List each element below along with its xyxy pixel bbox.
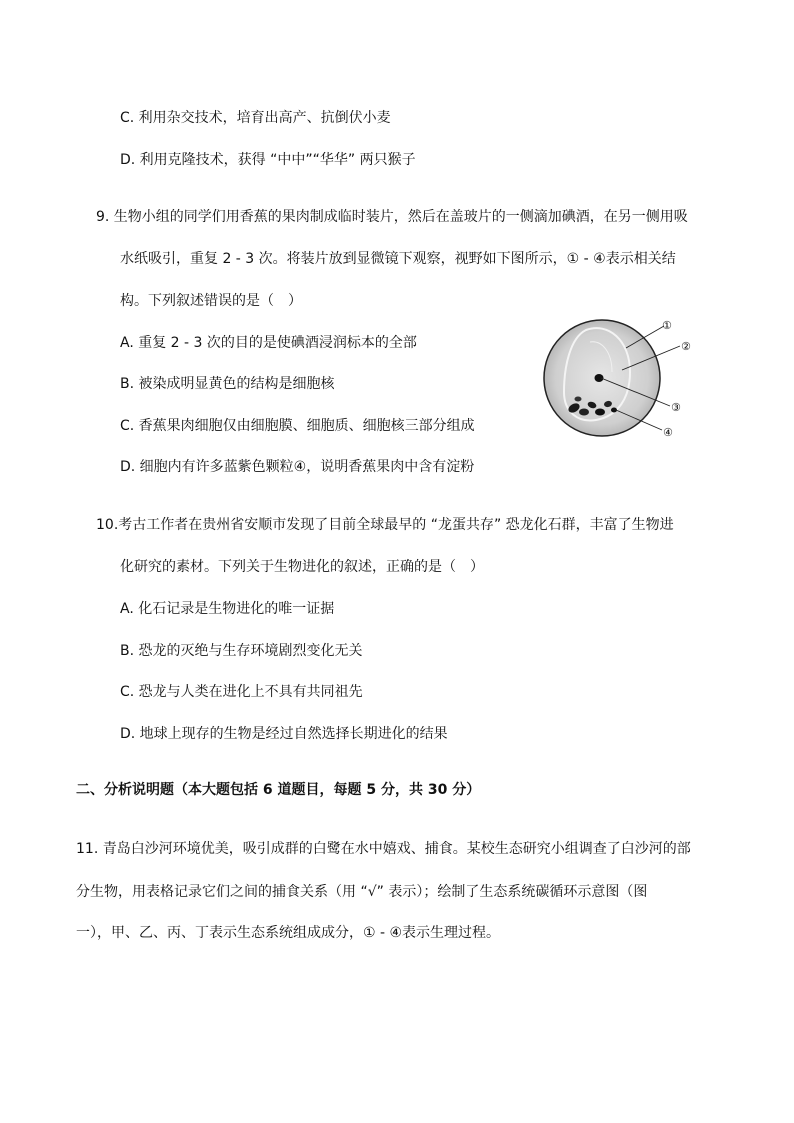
q8-option-c: C. 利用杂交技术，培育出高产、抗倒伏小麦 xyxy=(120,110,391,126)
section-heading: 二、分析说明题（本大题包括 6 道题目，每题 5 分，共 30 分） xyxy=(76,782,481,798)
q10-option-b: B. 恐龙的灭绝与生存环境剧烈变化无关 xyxy=(120,643,363,659)
label-2: ② xyxy=(681,340,691,353)
label-1: ① xyxy=(662,319,672,332)
microscope-view-figure xyxy=(538,312,718,444)
q9-stem-line2: 水纸吸引，重复 2 - 3 次。将装片放到显微镜下观察，视野如下图所示，① - ④表示相关结 xyxy=(120,251,676,267)
q11-line1: 11. 青岛白沙河环境优美，吸引成群的白鹭在水中嬉戏、捕食。某校生态研究小组调查了白沙河的部 xyxy=(76,841,691,857)
q10-stem-line1: 10.考古工作者在贵州省安顺市发现了目前全球最早的 “龙蛋共存” 恐龙化石群，丰富了生物进 xyxy=(96,517,674,533)
q11-line3: 一），甲、乙、丙、丁表示生态系统组成成分，① - ④表示生理过程。 xyxy=(76,925,501,941)
q10-option-d: D. 地球上现存的生物是经过自然选择长期进化的结果 xyxy=(120,726,448,742)
q9-option-d: D. 细胞内有许多蓝紫色颗粒④，说明香蕉果肉中含有淀粉 xyxy=(120,459,475,475)
q9-option-a: A. 重复 2 - 3 次的目的是使碘酒浸润标本的全部 xyxy=(120,335,417,351)
q9-stem-line1: 9. 生物小组的同学们用香蕉的果肉制成临时装片，然后在盖玻片的一侧滴加碘酒，在另一侧用吸 xyxy=(96,209,688,225)
q9-option-c: C. 香蕉果肉细胞仅由细胞膜、细胞质、细胞核三部分组成 xyxy=(120,418,475,434)
q10-option-a: A. 化石记录是生物进化的唯一证据 xyxy=(120,601,335,617)
label-3: ③ xyxy=(671,401,681,414)
q10-option-c: C. 恐龙与人类在进化上不具有共同祖先 xyxy=(120,684,363,700)
label-4: ④ xyxy=(663,426,673,439)
q9-option-b: B. 被染成明显黄色的结构是细胞核 xyxy=(120,376,335,392)
q9-stem-line3: 构。下列叙述错误的是（ ） xyxy=(120,293,302,309)
q8-option-d: D. 利用克隆技术，获得 “中中”“华华” 两只猴子 xyxy=(120,152,416,168)
q11-line2: 分生物，用表格记录它们之间的捕食关系（用 “√” 表示）；绘制了生态系统碳循环示意图（图 xyxy=(76,884,648,900)
q10-stem-line2: 化研究的素材。下列关于生物进化的叙述，正确的是（ ） xyxy=(120,559,484,575)
